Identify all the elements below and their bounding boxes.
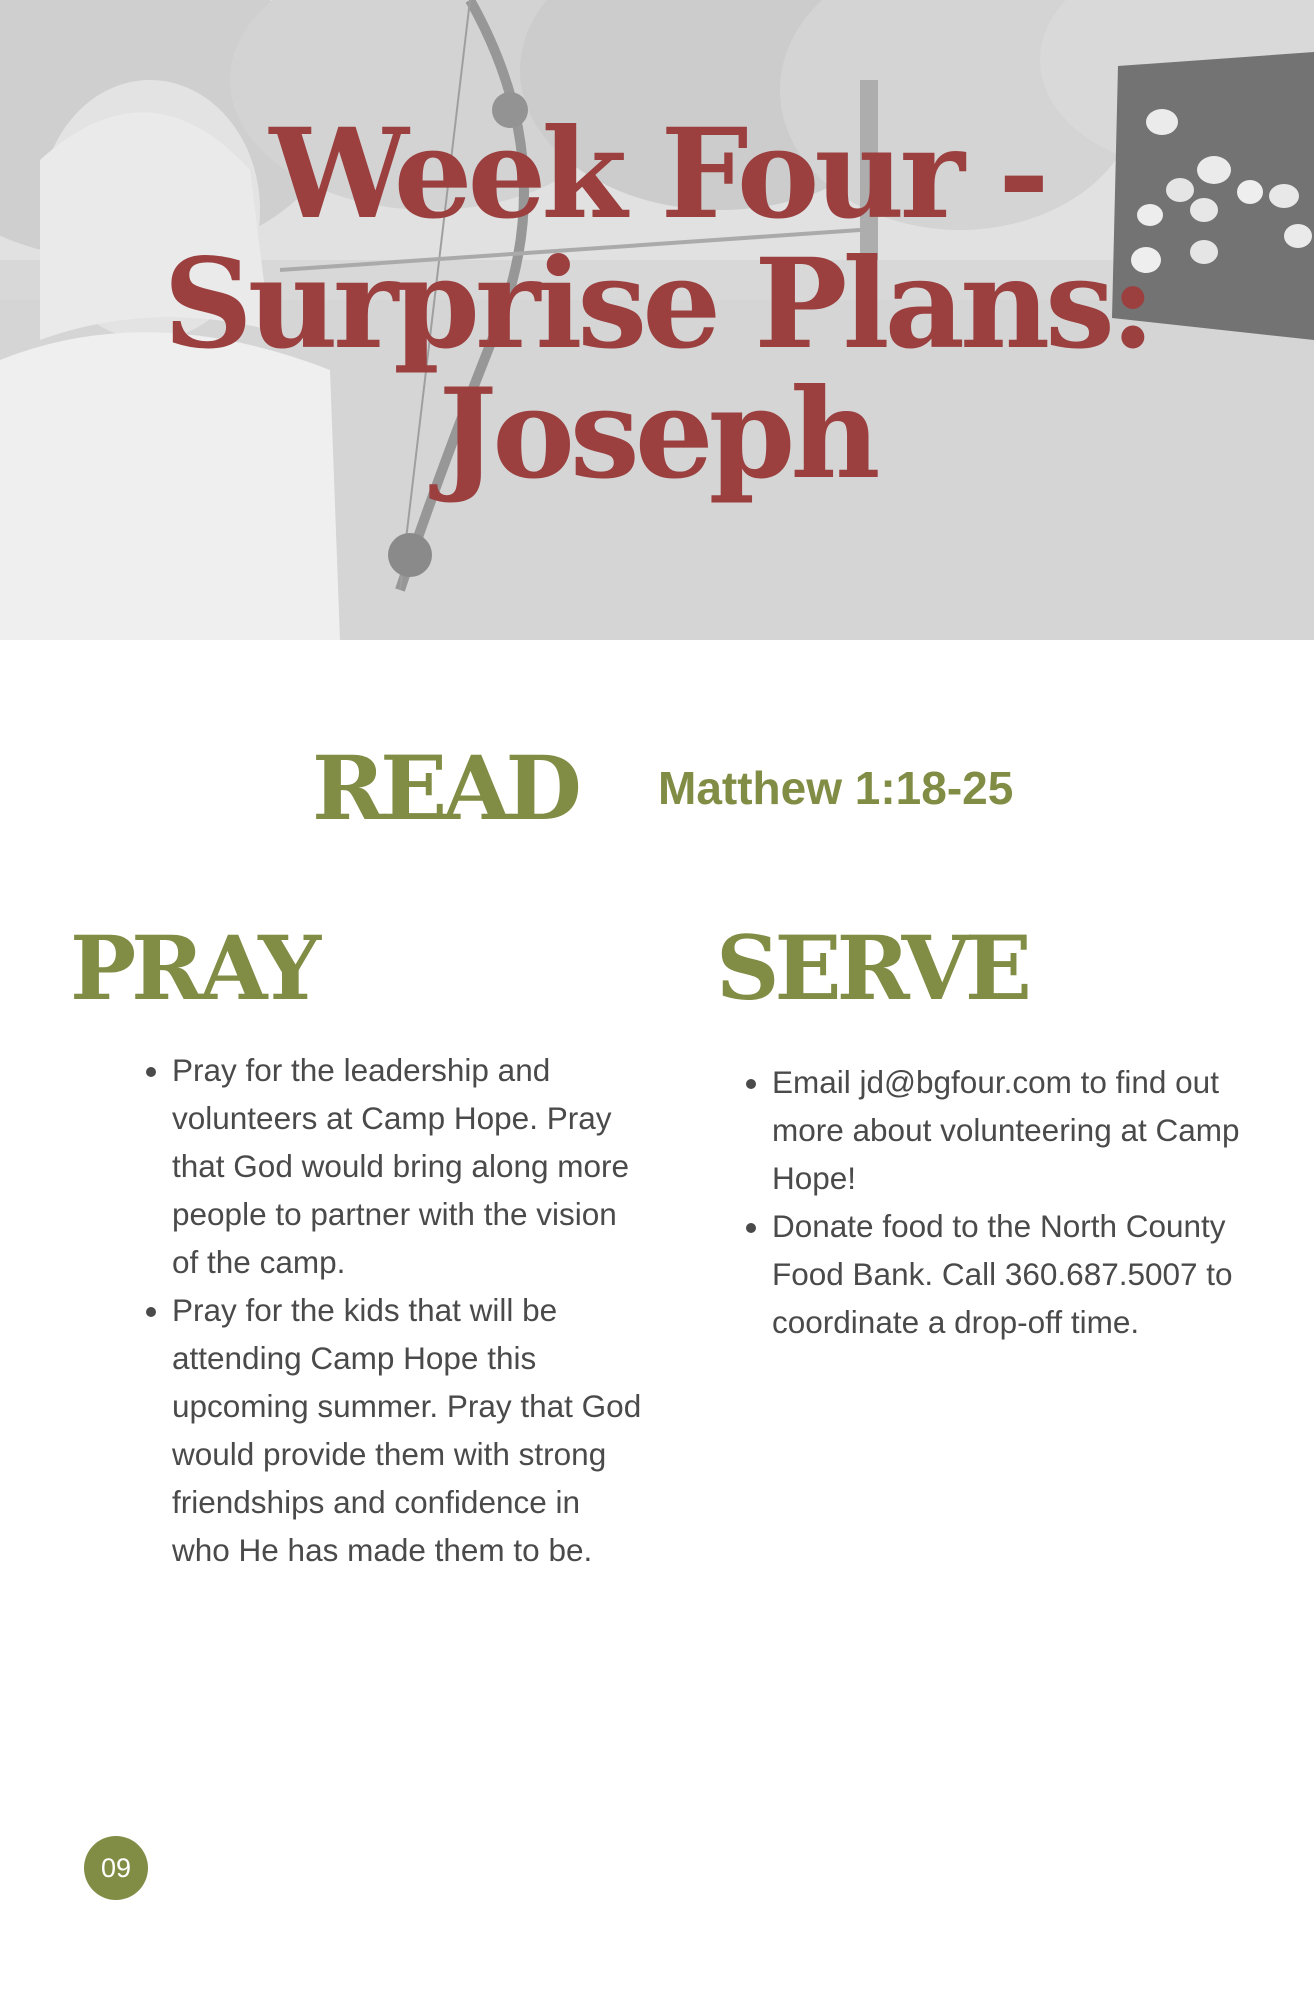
pray-heading: PRAY xyxy=(70,916,317,1020)
list-item: • Donate food to the North County Food Bank. Call 360.687.5007 to coordinate a drop-off time. xyxy=(772,1202,1252,1346)
serve-heading: SERVE xyxy=(716,916,1027,1020)
pray-list xyxy=(138,1046,644,1574)
serve-list xyxy=(738,1058,1252,1346)
page-title xyxy=(0,102,1314,507)
title-line: Week Four - xyxy=(269,102,1045,247)
list-item: • Pray for the kids that will be attending Camp Hope this upcoming summer. Pray that God would provide them with strong friendships and confidence in who He has made them to be. xyxy=(172,1286,644,1574)
list-item: • Pray for the leadership and volunteers at Camp Hope. Pray that God would bring along more people to partner with the vision of the camp. xyxy=(172,1046,644,1286)
read-heading: READ xyxy=(312,736,577,840)
title-line: Surprise Plans: xyxy=(163,232,1151,377)
hero-photo xyxy=(0,0,1314,640)
page-number-badge: 09 xyxy=(84,1836,148,1900)
title-line: Joseph xyxy=(438,362,876,507)
list-item: • Email jd@bgfour.com to find out more about volunteering at Camp Hope! xyxy=(772,1058,1252,1202)
scripture-reference: Matthew 1:18-25 xyxy=(658,762,1014,814)
